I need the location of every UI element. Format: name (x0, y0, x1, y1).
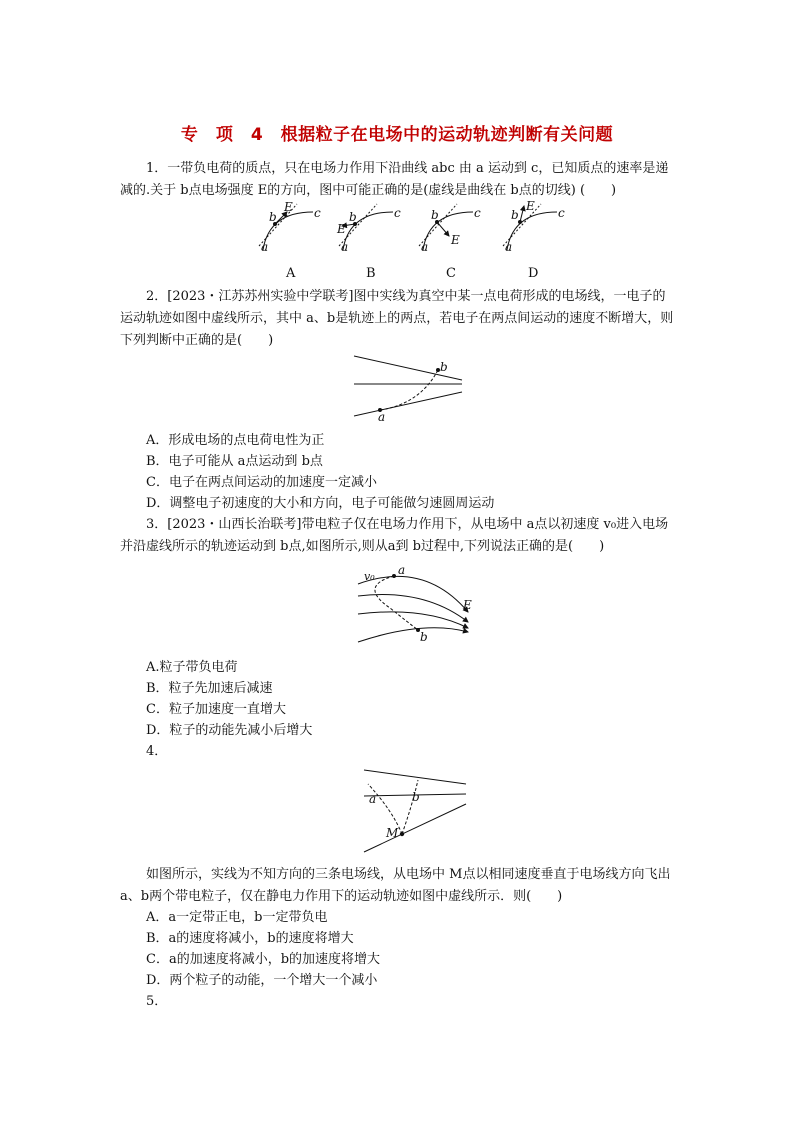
q1-b-label-E: E (337, 222, 346, 236)
q4-option-d: D．两个粒子的动能，一个增大一个减小 (146, 973, 378, 988)
q4-option-c: C．a的加速度将减小，b的加速度将增大 (146, 952, 381, 967)
q3-option-a: A.粒子带负电荷 (146, 660, 238, 675)
q2-option-c: C．电子在两点间运动的加速度一定减小 (146, 475, 377, 490)
q1-a-label-a: a (261, 240, 269, 254)
question-3-text: 3．[2023・山西长治联考]带电粒子仅在电场力作用下，从电场中 a点以初速度 v₀进入电场并沿虚线所示的轨迹运动到 b点,如图所示,则从a到 b过程中,下列说法正确的是( ) (120, 517, 669, 554)
q1-choice-D: D (528, 266, 539, 281)
q4-label-b: b (412, 790, 420, 804)
q2-label-a: a (378, 410, 386, 424)
question-4-number: 4． (146, 744, 168, 759)
q3-option-d: D．粒子的动能先减小后增大 (146, 723, 313, 738)
q1-a-label-c: c (314, 206, 321, 220)
q1-c-label-a: a (421, 240, 429, 254)
q1-d-label-b: b (511, 208, 519, 222)
q4-label-M: M (386, 826, 399, 840)
page-title: 专 项 4 根据粒子在电场中的运动轨迹判断有关问题 (180, 125, 614, 145)
q1-choice-C: C (446, 266, 456, 281)
q3-option-b: B．粒子先加速后减速 (146, 681, 273, 696)
q1-c-label-b: b (431, 208, 439, 222)
q2-label-b: b (440, 360, 448, 374)
q3-label-b: b (420, 630, 428, 644)
q2-figure (350, 354, 470, 424)
q1-choice-B: B (366, 266, 376, 281)
question-2-text: 2．[2023・江苏苏州实验中学联考]图中实线为真空中某一点电荷形成的电场线，一电子的运动轨迹如图中虚线所示，其中 a、b是轨迹上的两点，若电子在两点间运动的速度不断增大，则下列判断中正确的是( ) (120, 289, 674, 348)
q2-option-d: D．调整电子初速度的大小和方向，电子可能做匀速圆周运动 (146, 496, 495, 511)
question-1-text: 1．一带负电荷的质点，只在电场力作用下沿曲线 abc 由 a 运动到 c，已知质点的速率是递减的.关于 b点电场强度 E的方向，图中可能正确的是(虚线是曲线在 b点的切线) ( ) (120, 161, 669, 198)
q1-a-label-b: b (269, 210, 277, 224)
q4-label-a: a (369, 792, 377, 806)
q1-d-label-E: E (526, 199, 535, 213)
q1-d-label-a: a (505, 240, 513, 254)
q3-option-c: C．粒子加速度一直增大 (146, 702, 286, 717)
q4-option-a: A．a一定带正电，b一定带负电 (146, 910, 328, 925)
q2-option-a: A．形成电场的点电荷电性为正 (146, 433, 325, 448)
q1-a-label-E: E (284, 200, 293, 214)
q1-c-label-E: E (451, 233, 460, 247)
q4-option-b: B．a的速度将减小，b的速度将增大 (146, 931, 354, 946)
question-4-text: 如图所示，实线为不知方向的三条电场线，从电场中 M点以相同速度垂直于电场线方向飞出 a、b两个带电粒子，仅在静电力作用下的运动轨迹如图中虚线所示．则( ) (120, 867, 671, 904)
q1-b-label-b: b (349, 210, 357, 224)
question-5-number: 5． (146, 994, 168, 1009)
q1-choice-A: A (286, 266, 296, 281)
q1-b-label-c: c (394, 206, 401, 220)
q1-b-label-a: a (341, 240, 349, 254)
q1-d-label-c: c (558, 206, 565, 220)
q3-label-a: a (398, 563, 406, 577)
q3-label-v0: v₀ (364, 570, 375, 583)
q4-figure (360, 766, 470, 858)
q2-option-b: B．电子可能从 a点运动到 b点 (146, 454, 323, 469)
q3-label-E: E (463, 598, 472, 612)
q1-c-label-c: c (474, 206, 481, 220)
